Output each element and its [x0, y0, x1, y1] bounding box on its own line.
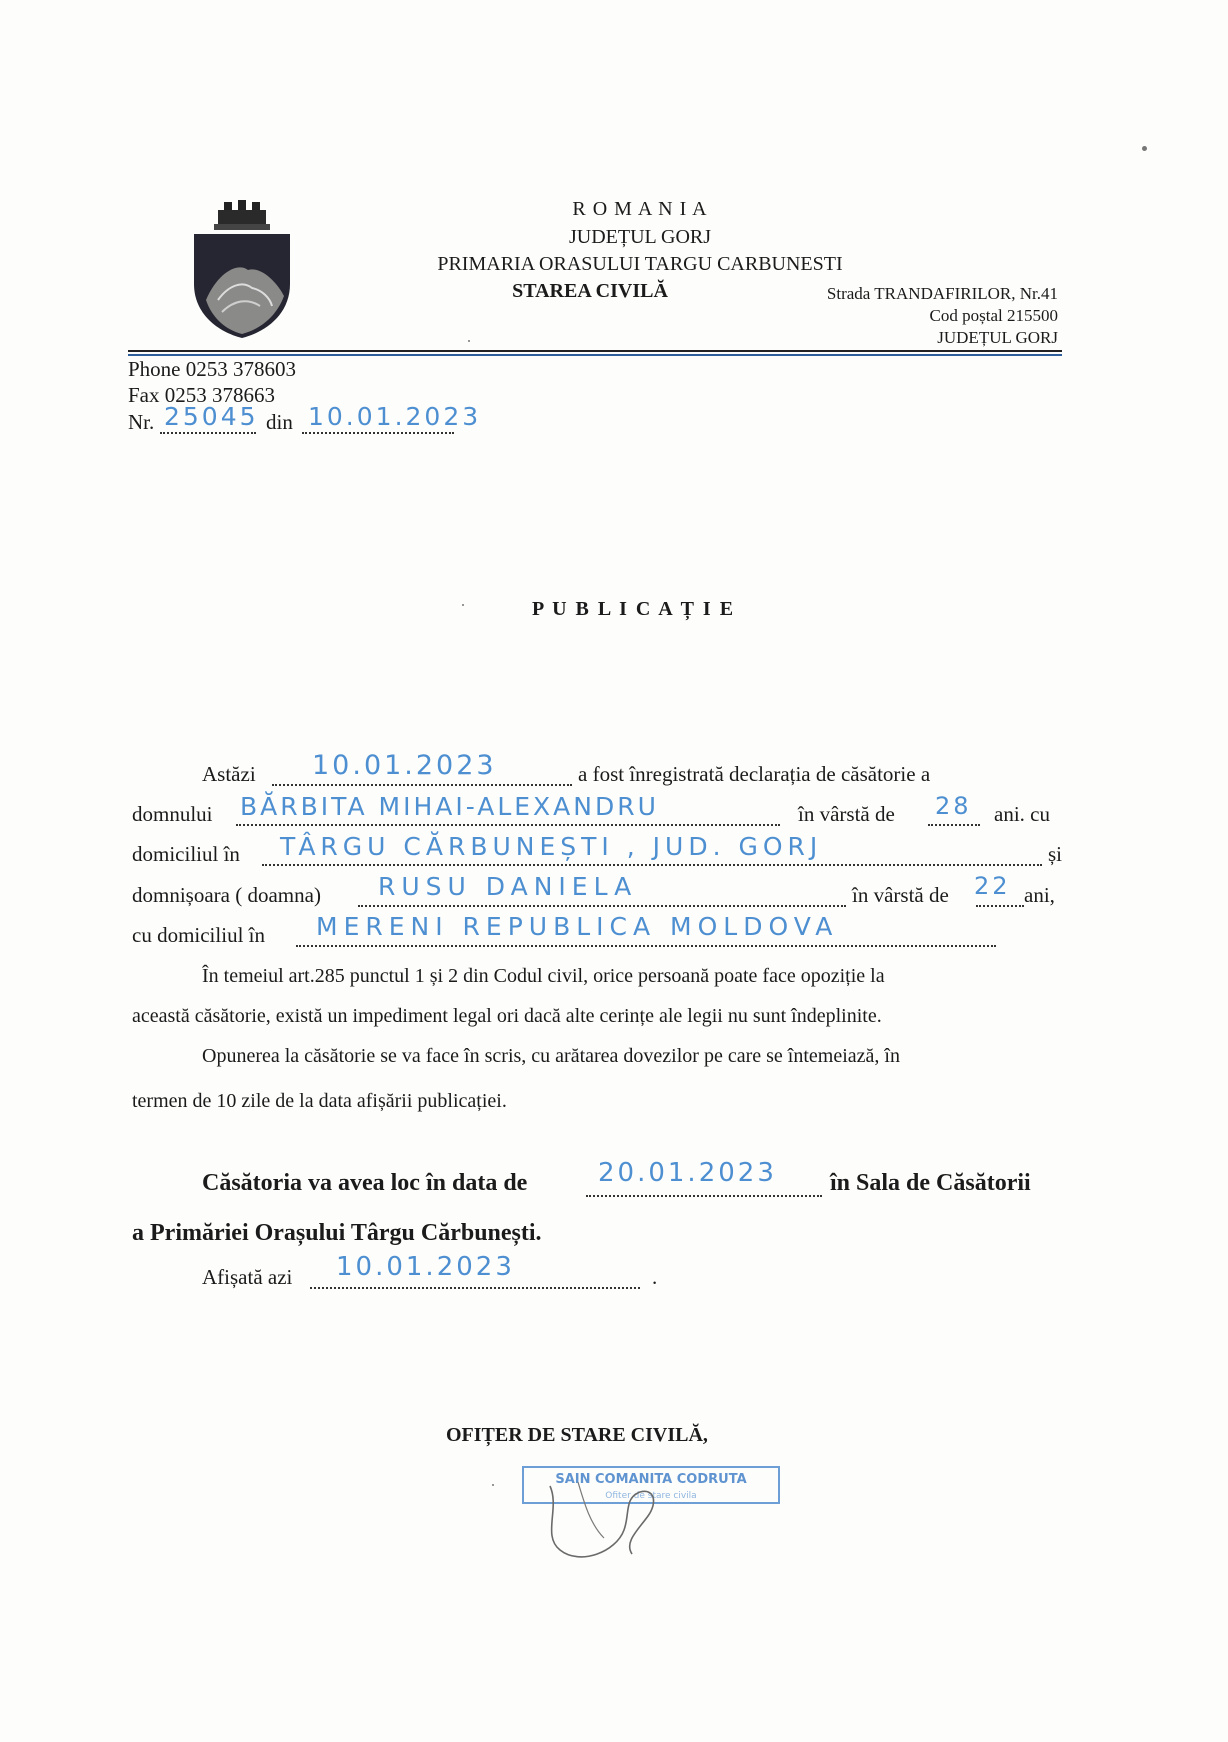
- stamp-subtitle: Ofiter de stare civila: [605, 1491, 697, 1501]
- header-divider-blue: [128, 354, 1062, 356]
- domnului-dots: [236, 824, 780, 826]
- domnului-label: domnului: [132, 802, 213, 826]
- phone-number: Phone 0253 378603: [128, 357, 296, 381]
- bride-age-dots: [976, 905, 1024, 907]
- cu-domiciliul-label: cu domiciliul în: [132, 923, 265, 947]
- scan-speck: [492, 1484, 494, 1486]
- address-street: Strada TRANDAFIRILOR, Nr.41: [826, 284, 1058, 303]
- legal-paragraph-line2: această căsătorie, există un impediment legal ori dacă alte cerințe ale legii nu sunt îndeplinite.: [132, 1005, 882, 1027]
- stamp-name: SAIN COMANITA CODRUTA: [555, 1472, 747, 1487]
- registration-date-value: 10.01.2023: [308, 402, 482, 431]
- address-county: JUDEȚUL GORJ: [937, 328, 1058, 347]
- marriage-date: 20.01.2023: [598, 1158, 777, 1188]
- astazi-date: 10.01.2023: [312, 750, 497, 781]
- header-institution: PRIMARIA ORASULUI TARGU CARBUNESTI: [437, 253, 843, 275]
- ani-cu-label: ani. cu: [994, 802, 1050, 826]
- registration-din-dots: [302, 432, 454, 434]
- astazi-dots: [272, 784, 572, 786]
- domnisoara-label: domnișoara ( doamna): [132, 883, 321, 907]
- posted-label: Afișată azi: [202, 1265, 293, 1289]
- domiciliul-dots: [262, 864, 1042, 866]
- astazi-suffix: a fost înregistrată declarația de căsătorie a: [578, 762, 931, 786]
- legal-paragraph-line1: În temeiul art.285 punctul 1 și 2 din Codul civil, orice persoană poate face opoziție la: [202, 965, 885, 987]
- domnisoara-dots: [358, 905, 846, 907]
- header-country: R O M A N I A: [572, 198, 708, 220]
- registration-nr-value: 25045: [164, 402, 259, 431]
- header-divider: [128, 350, 1062, 352]
- document-title: P U B L I C A Ț I E: [532, 598, 736, 620]
- bride-residence: MERENI REPUBLICA MOLDOVA: [316, 912, 839, 941]
- coat-of-arms-icon: [188, 200, 296, 340]
- officer-signature-icon: [520, 1478, 680, 1568]
- posted-date: 10.01.2023: [336, 1252, 515, 1282]
- scan-speck: [1142, 146, 1147, 151]
- groom-age: 28: [935, 792, 972, 820]
- bride-age: 22: [974, 872, 1011, 900]
- posted-dots: [310, 1287, 640, 1289]
- groom-residence: TÂRGU CĂRBUNEȘTI , JUD. GORJ: [280, 832, 823, 861]
- registration-nr-label: Nr.: [128, 410, 155, 434]
- marriage-location: în Sala de Căsătorii: [830, 1170, 1031, 1196]
- registration-din-label: din: [266, 410, 293, 434]
- marriage-date-label: Căsătoria va avea loc în data de: [202, 1170, 528, 1196]
- groom-name: BĂRBITA MIHAI-ALEXANDRU: [240, 792, 659, 821]
- marriage-location-line2: a Primăriei Orașului Târgu Cărbunești.: [132, 1220, 542, 1246]
- domiciliul-label: domiciliul în: [132, 842, 240, 866]
- opposition-paragraph-line1: Opunerea la căsătorie se va face în scris, cu arătarea dovezilor pe care se întemeiază, în: [202, 1045, 900, 1067]
- cu-domiciliul-dots: [296, 945, 996, 947]
- registration-nr-dots: [160, 432, 256, 434]
- scan-speck: [468, 340, 470, 342]
- header-county: JUDEȚUL GORJ: [568, 226, 712, 248]
- astazi-label: Astăzi: [202, 762, 256, 786]
- fax-number: Fax 0253 378663: [128, 383, 275, 407]
- address-postal: Cod poștal 215500: [929, 306, 1058, 325]
- opposition-paragraph-line2: termen de 10 zile de la data afișării publicației.: [132, 1090, 507, 1112]
- scan-speck: [462, 604, 464, 606]
- posted-period: .: [652, 1265, 658, 1289]
- groom-age-dots: [928, 824, 980, 826]
- marriage-date-dots: [586, 1195, 822, 1197]
- si-label: și: [1048, 842, 1063, 866]
- header-department: STAREA CIVILĂ: [512, 280, 668, 302]
- ani-label: ani,: [1024, 883, 1055, 907]
- officer-title: OFIȚER DE STARE CIVILĂ,: [446, 1424, 708, 1446]
- bride-name: RUSU DANIELA: [378, 872, 638, 901]
- groom-age-label: în vârstă de: [798, 802, 895, 826]
- bride-age-label: în vârstă de: [852, 883, 949, 907]
